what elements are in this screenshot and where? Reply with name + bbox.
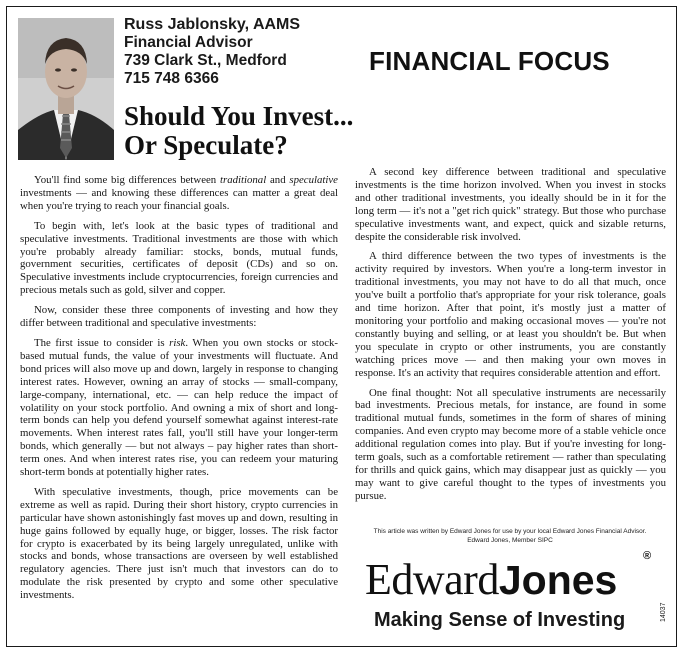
advisor-title: Financial Advisor [124,34,253,51]
advisor-address: 739 Clark St., Medford [124,52,287,69]
article-headline [124,102,353,160]
article-paragraph: To begin with, let's look at the basic types of traditional and speculative investments. Traditional investments are those with which you're probably already familiar: stocks, bonds, mutual funds, government securities, certificates of deposit (CDs) and so on. Speculative investments include cryptocurrencies, foreign currencies and precious metals such as gold, silver and copper. [20,219,338,297]
article-paragraph: The first issue to consider is risk. When you own stocks or stock-based mutual funds, the value of your investments will fluctuate. And bond prices will also move up and down, largely in response to changing interest rates. However, owning an array of stocks — small-company, large-company, international, etc. — can help reduce the impact of volatility on your stock portfolio. And owning a mix of short and long-term bonds can help you defend yourself somewhat against interest-rate movements. When interest rates fall, you'll still have your longer-term bonds, which generally — but not always – pay higher rates than short-term ones. And when interest rates rise, you can redeem your maturing short-term bonds at potentially higher rates. [20,336,338,479]
logo-tagline: Making Sense of Investing [374,609,626,631]
advisor-photo [18,18,114,160]
article-paragraph: You'll find some big differences between traditional and speculative investments — and knowing these differences can matter a great deal when you're trying to reach your financial goals. [20,174,338,212]
article-paragraph: A third difference between the two types of investments is the activity required by investors. When you're a long-term investor in traditional investments, you may not have to do all that much, once you've built a portfolio that's appropriate for your risk tolerance, goals and time horizon. After that point, it's mostly just a matter of monitoring your portfolio and making occasional moves — you're not constantly buying and selling, or at least you shouldn't be. But when you speculate in crypto or other instruments, you are constantly watching prices move — and then making your own moves in response. It's an activity that requires considerable attention and effort. [355,250,666,379]
advisor-portrait-image [18,18,114,160]
advisor-name: Russ Jablonsky, AAMS [124,16,301,33]
advisor-phone: 715 748 6366 [124,70,219,87]
credit-line-2: Edward Jones, Member SIPC [467,536,553,544]
headline-line-1: Should You Invest... [124,101,354,131]
article-credit [360,528,660,545]
article-paragraph: Now, consider these three components of investing and how they differ between traditional and speculative investments: [20,304,338,330]
article-paragraph: A second key difference between traditional and speculative investments is the time horizon involved. When you invest in stocks and other traditional investments, you ideally should be in it for the long term — it's not a "get rich quick" strategy. But those who purchase speculative investments want, and expect, quick and sizable returns, despite the considerable risk involved. [355,166,666,243]
logo-jones: Jones [498,557,618,603]
article-column-right [355,166,666,510]
column-title: FINANCIAL FOCUS [369,46,610,76]
ad-code: 14037 [660,602,667,622]
advisor-contact-block [124,16,300,88]
credit-line-1: This article was written by Edward Jones for use by your local Edward Jones Financial Advisor. [373,528,647,535]
article-paragraph: With speculative investments, though, price movements can be extreme as well as rapid. During their short history, crypto currencies in particular have shown astonishingly fast moves up and down, resulting in huge gains followed by equally huge, or bigger, losses. The risk factor for crypto is exacerbated by its being largely unregulated, unlike with stocks and bonds, whose transactions are overseen by well established regulatory agencies. There just isn't much that investors can do to modulate the risk presented by crypto and some other speculative investments. [20,485,338,602]
logo-edward: Edward [365,555,499,604]
article-paragraph: One final thought: Not all speculative instruments are necessarily bad investments. Precious metals, for instance, are found in some traditional mutual funds, sometimes in the form of shares of mining companies. And even crypto may become more of a stable vehicle once additional regulation comes into play. But if you're investing for long-term goals, such as a comfortable retirement — rather than speculating for thrills and quick gains, which may disappear just as quickly — you may want to give careful thought to the types of investments you pursue. [355,386,666,502]
edward-jones-logo [365,556,617,604]
article-column-left [20,174,338,609]
headline-line-2: Or Speculate? [124,130,288,160]
registered-mark: ® [643,550,652,562]
